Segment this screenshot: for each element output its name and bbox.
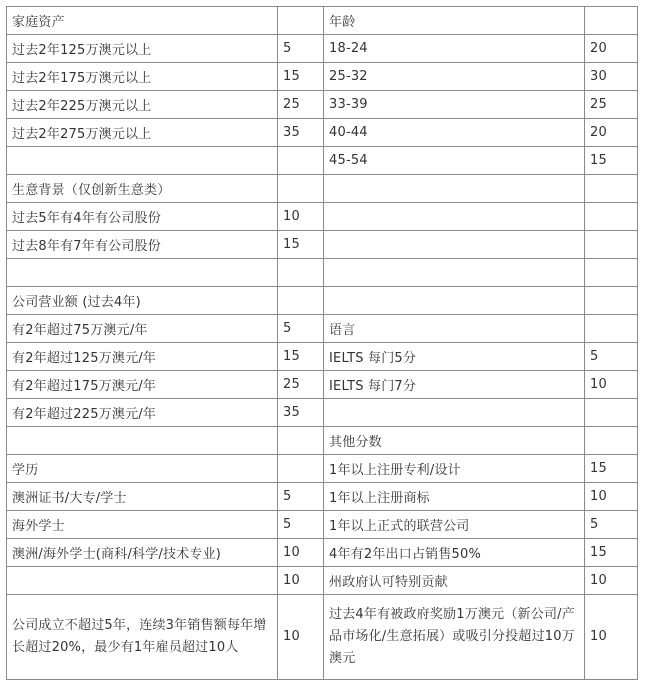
cell-criterion-right xyxy=(324,175,585,203)
cell-criterion-left: 有2年超过225万澳元/年 xyxy=(7,399,278,427)
cell-criterion-right: 语言 xyxy=(324,315,585,343)
points-table-container xyxy=(6,6,638,680)
cell-points-right: 20 xyxy=(585,35,638,63)
cell-points-right xyxy=(585,175,638,203)
cell-criterion-right: 年龄 xyxy=(324,7,585,35)
cell-criterion-left: 有2年超过175万澳元/年 xyxy=(7,371,278,399)
cell-criterion-left xyxy=(7,427,278,455)
cell-points-left: 15 xyxy=(278,63,324,91)
cell-points-left: 10 xyxy=(278,595,324,680)
cell-criterion-right: 4年有2年出口占销售50% xyxy=(324,539,585,567)
cell-points-left xyxy=(278,175,324,203)
cell-points-left: 5 xyxy=(278,315,324,343)
cell-points-left: 10 xyxy=(278,567,324,595)
cell-points-right xyxy=(585,259,638,287)
cell-points-left: 25 xyxy=(278,91,324,119)
cell-points-right: 15 xyxy=(585,147,638,175)
cell-points-right xyxy=(585,231,638,259)
cell-points-right xyxy=(585,287,638,315)
cell-criterion-right: 其他分数 xyxy=(324,427,585,455)
cell-points-right: 10 xyxy=(585,567,638,595)
cell-criterion-right xyxy=(324,287,585,315)
cell-points-right: 25 xyxy=(585,91,638,119)
table-row xyxy=(7,119,638,147)
cell-criterion-left xyxy=(7,259,278,287)
cell-points-left xyxy=(278,455,324,483)
table-row xyxy=(7,427,638,455)
cell-criterion-left xyxy=(7,567,278,595)
cell-criterion-left: 过去2年275万澳元以上 xyxy=(7,119,278,147)
cell-points-right: 10 xyxy=(585,371,638,399)
table-row xyxy=(7,7,638,35)
table-row xyxy=(7,567,638,595)
cell-points-left: 15 xyxy=(278,343,324,371)
table-row xyxy=(7,231,638,259)
cell-points-left: 25 xyxy=(278,371,324,399)
table-row xyxy=(7,315,638,343)
cell-points-right: 5 xyxy=(585,511,638,539)
table-row xyxy=(7,175,638,203)
cell-criterion-left: 学历 xyxy=(7,455,278,483)
cell-points-left: 10 xyxy=(278,539,324,567)
cell-criterion-right: 1年以上注册商标 xyxy=(324,483,585,511)
table-row xyxy=(7,287,638,315)
cell-points-left: 5 xyxy=(278,35,324,63)
cell-criterion-left: 公司成立不超过5年，连续3年销售额每年增长超过20%，最少有1年雇员超过10人 xyxy=(7,595,278,680)
table-row xyxy=(7,595,638,680)
cell-criterion-left: 过去8年有7年有公司股份 xyxy=(7,231,278,259)
cell-criterion-right: IELTS 每门7分 xyxy=(324,371,585,399)
cell-points-left xyxy=(278,287,324,315)
cell-points-left: 35 xyxy=(278,399,324,427)
cell-criterion-right xyxy=(324,203,585,231)
cell-points-right xyxy=(585,315,638,343)
table-row xyxy=(7,511,638,539)
table-row xyxy=(7,343,638,371)
cell-points-right xyxy=(585,427,638,455)
cell-criterion-right: 45-54 xyxy=(324,147,585,175)
cell-criterion-right: 33-39 xyxy=(324,91,585,119)
cell-points-left: 15 xyxy=(278,231,324,259)
cell-criterion-left xyxy=(7,147,278,175)
cell-points-left xyxy=(278,147,324,175)
cell-points-right: 10 xyxy=(585,483,638,511)
cell-criterion-left: 公司营业额 (过去4年) xyxy=(7,287,278,315)
cell-points-right: 15 xyxy=(585,539,638,567)
cell-points-right: 5 xyxy=(585,343,638,371)
cell-criterion-right: 18-24 xyxy=(324,35,585,63)
cell-criterion-left: 生意背景（仅创新生意类） xyxy=(7,175,278,203)
cell-criterion-right: 1年以上注册专利/设计 xyxy=(324,455,585,483)
cell-criterion-left: 海外学士 xyxy=(7,511,278,539)
cell-criterion-left: 澳洲/海外学士(商科/科学/技术专业) xyxy=(7,539,278,567)
cell-points-left: 5 xyxy=(278,483,324,511)
cell-points-left xyxy=(278,259,324,287)
cell-criterion-left: 过去5年有4年有公司股份 xyxy=(7,203,278,231)
table-row xyxy=(7,455,638,483)
table-row xyxy=(7,63,638,91)
cell-points-left: 10 xyxy=(278,203,324,231)
cell-points-left: 35 xyxy=(278,119,324,147)
cell-criterion-right xyxy=(324,399,585,427)
cell-points-right: 30 xyxy=(585,63,638,91)
table-row xyxy=(7,203,638,231)
cell-points-right xyxy=(585,399,638,427)
cell-points-left xyxy=(278,7,324,35)
cell-criterion-left: 有2年超过75万澳元/年 xyxy=(7,315,278,343)
cell-criterion-right: 40-44 xyxy=(324,119,585,147)
cell-criterion-right: 1年以上正式的联营公司 xyxy=(324,511,585,539)
cell-criterion-left: 过去2年175万澳元以上 xyxy=(7,63,278,91)
cell-criterion-right: IELTS 每门5分 xyxy=(324,343,585,371)
cell-points-right: 20 xyxy=(585,119,638,147)
table-row xyxy=(7,147,638,175)
cell-criterion-left: 过去2年225万澳元以上 xyxy=(7,91,278,119)
cell-points-left: 5 xyxy=(278,511,324,539)
cell-criterion-right: 25-32 xyxy=(324,63,585,91)
cell-criterion-right xyxy=(324,231,585,259)
cell-criterion-right: 过去4年有被政府奖励1万澳元（新公司/产品市场化/生意拓展）或吸引分投超过10万澳元 xyxy=(324,595,585,680)
cell-criterion-left: 过去2年125万澳元以上 xyxy=(7,35,278,63)
cell-points-right xyxy=(585,7,638,35)
table-row xyxy=(7,259,638,287)
table-row xyxy=(7,539,638,567)
cell-points-right: 10 xyxy=(585,595,638,680)
cell-criterion-left: 家庭资产 xyxy=(7,7,278,35)
cell-points-right: 15 xyxy=(585,455,638,483)
cell-points-left xyxy=(278,427,324,455)
points-table xyxy=(6,6,638,680)
table-row xyxy=(7,371,638,399)
cell-criterion-left: 有2年超过125万澳元/年 xyxy=(7,343,278,371)
cell-criterion-right xyxy=(324,259,585,287)
cell-points-right xyxy=(585,203,638,231)
table-row xyxy=(7,35,638,63)
table-row xyxy=(7,483,638,511)
cell-criterion-left: 澳洲证书/大专/学士 xyxy=(7,483,278,511)
table-row xyxy=(7,91,638,119)
table-row xyxy=(7,399,638,427)
cell-criterion-right: 州政府认可特别贡献 xyxy=(324,567,585,595)
